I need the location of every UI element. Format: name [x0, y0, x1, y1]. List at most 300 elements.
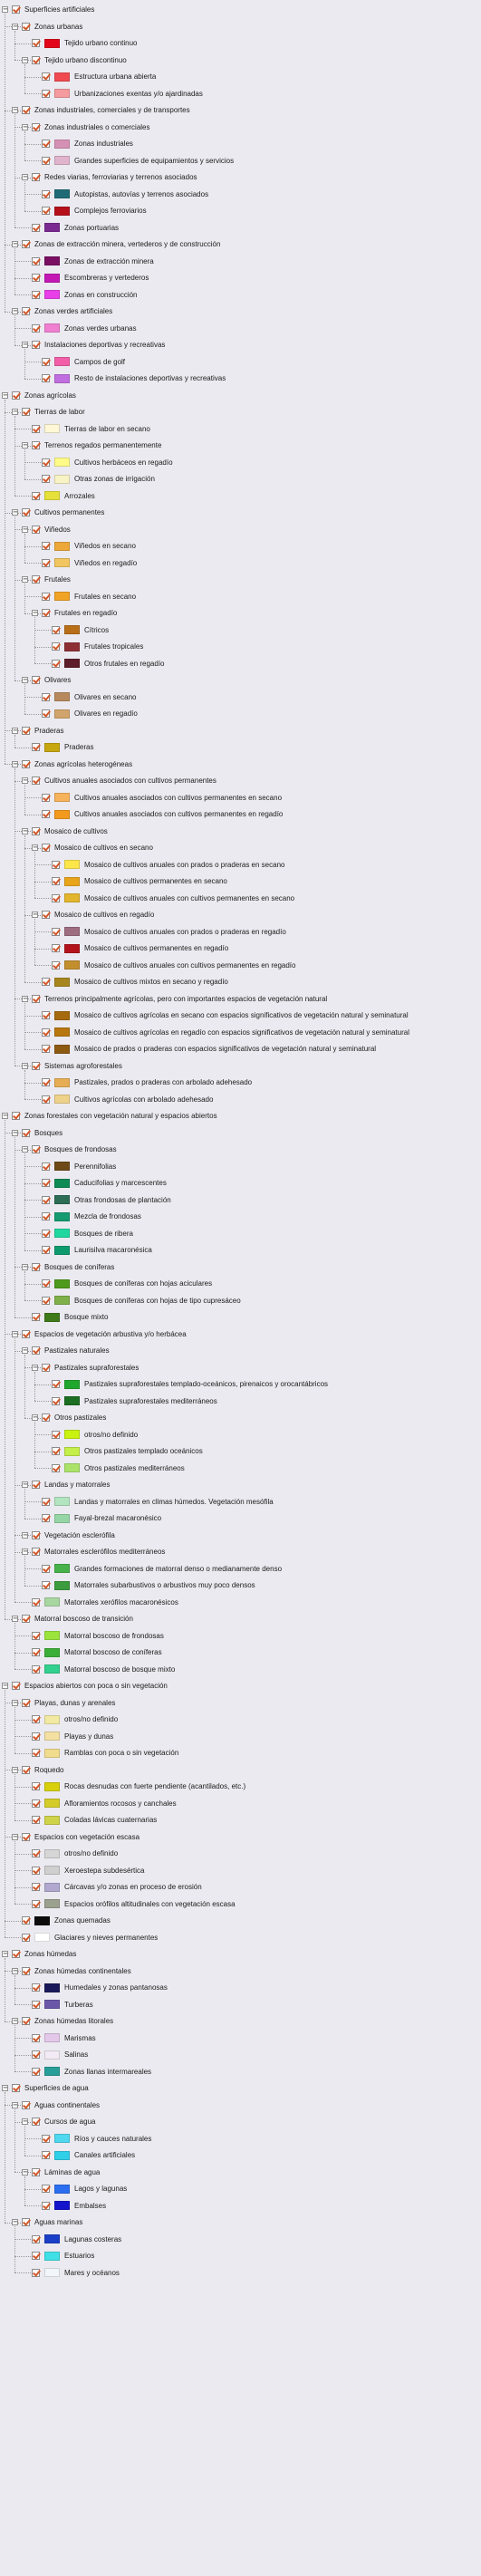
layer-visibility-checkbox[interactable]: [32, 1816, 40, 1824]
layer-visibility-checkbox[interactable]: [52, 1397, 60, 1405]
layer-visibility-checkbox[interactable]: [32, 2068, 40, 2076]
layer-visibility-checkbox[interactable]: [42, 1095, 50, 1104]
layer-visibility-checkbox[interactable]: [22, 508, 30, 516]
collapse-toggle-icon[interactable]: −: [23, 341, 28, 348]
layer-visibility-checkbox[interactable]: [52, 928, 60, 936]
legend-label: Otras zonas de irrigación: [74, 475, 155, 483]
layer-visibility-checkbox[interactable]: [12, 1682, 20, 1690]
legend-color-swatch: [44, 2268, 60, 2277]
legend-item-row[interactable]: [0, 538, 481, 554]
tree-connector: [24, 131, 25, 161]
tree-connector: [14, 2226, 15, 2272]
legend-color-swatch: [54, 1195, 70, 1204]
tree-connector: [24, 1271, 25, 1301]
layer-visibility-checkbox[interactable]: [32, 526, 40, 534]
layer-visibility-checkbox[interactable]: [52, 1464, 60, 1472]
legend-group-row[interactable]: [0, 522, 481, 537]
layer-visibility-checkbox[interactable]: [12, 391, 20, 400]
layer-visibility-checkbox[interactable]: [32, 224, 40, 232]
tree-connector: [24, 1183, 41, 1184]
legend-label: Campos de golf: [74, 357, 126, 366]
layer-visibility-checkbox[interactable]: [32, 492, 40, 500]
collapse-toggle-icon[interactable]: −: [23, 1145, 28, 1153]
layer-visibility-checkbox[interactable]: [12, 2084, 20, 2092]
legend-group-row[interactable]: [0, 572, 481, 587]
layer-visibility-checkbox[interactable]: [42, 1297, 50, 1305]
legend-color-swatch: [54, 592, 70, 601]
layer-visibility-checkbox[interactable]: [32, 2050, 40, 2059]
layer-visibility-checkbox[interactable]: [32, 425, 40, 433]
layer-visibility-checkbox[interactable]: [32, 123, 40, 131]
layer-visibility-checkbox[interactable]: [42, 2185, 50, 2193]
layer-visibility-checkbox[interactable]: [22, 1934, 30, 1942]
layer-visibility-checkbox[interactable]: [32, 341, 40, 349]
legend-label: Mosaico de cultivos mixtos en secano y regadío: [74, 978, 228, 986]
legend-item-row[interactable]: [0, 1226, 481, 1241]
layer-visibility-checkbox[interactable]: [32, 1632, 40, 1640]
layer-visibility-checkbox[interactable]: [52, 861, 60, 869]
legend-label: Otros pastizales: [54, 1413, 107, 1422]
layer-visibility-checkbox[interactable]: [32, 1648, 40, 1656]
collapse-toggle-icon[interactable]: −: [33, 609, 38, 616]
layer-visibility-checkbox[interactable]: [42, 1364, 50, 1372]
collapse-toggle-icon[interactable]: −: [13, 1329, 18, 1337]
collapse-toggle-icon[interactable]: −: [33, 1363, 38, 1371]
layer-visibility-checkbox[interactable]: [52, 944, 60, 952]
layer-visibility-checkbox[interactable]: [32, 257, 40, 265]
layer-visibility-checkbox[interactable]: [32, 777, 40, 785]
legend-color-swatch: [54, 1497, 70, 1506]
collapse-toggle-icon[interactable]: −: [3, 1112, 8, 1119]
layer-visibility-checkbox[interactable]: [32, 2034, 40, 2042]
collapse-toggle-icon[interactable]: −: [23, 1481, 28, 1488]
layer-visibility-checkbox[interactable]: [42, 72, 50, 81]
layer-visibility-checkbox[interactable]: [42, 1045, 50, 1053]
layer-visibility-checkbox[interactable]: [32, 743, 40, 751]
layer-visibility-checkbox[interactable]: [22, 1766, 30, 1774]
collapse-toggle-icon[interactable]: −: [13, 1966, 18, 1974]
layer-visibility-checkbox[interactable]: [52, 626, 60, 634]
legend-item-row[interactable]: [0, 1276, 481, 1291]
legend-item-row[interactable]: [0, 2181, 481, 2196]
legend-label: Laurisilva macaronésica: [74, 1246, 152, 1254]
collapse-toggle-icon[interactable]: −: [3, 1682, 8, 1689]
legend-color-swatch: [54, 1229, 70, 1238]
layer-visibility-checkbox[interactable]: [32, 1900, 40, 1908]
legend-item-row[interactable]: [0, 153, 481, 169]
legend-label: Ramblas con poca o sin vegetación: [64, 1749, 179, 1757]
layer-visibility-checkbox[interactable]: [42, 1565, 50, 1573]
layer-visibility-checkbox[interactable]: [32, 2001, 40, 2009]
collapse-toggle-icon[interactable]: −: [13, 1615, 18, 1622]
layer-visibility-checkbox[interactable]: [42, 2202, 50, 2210]
layer-visibility-checkbox[interactable]: [22, 2218, 30, 2226]
collapse-toggle-icon[interactable]: −: [13, 2100, 18, 2108]
layer-visibility-checkbox[interactable]: [42, 844, 50, 852]
legend-label: Matorrales subarbustivos o arbustivos muy poco densos: [74, 1581, 255, 1589]
collapse-toggle-icon[interactable]: −: [13, 2017, 18, 2024]
collapse-toggle-icon[interactable]: −: [23, 1548, 28, 1555]
layer-visibility-checkbox[interactable]: [32, 2252, 40, 2260]
layer-visibility-checkbox[interactable]: [32, 2118, 40, 2126]
layer-visibility-checkbox[interactable]: [42, 911, 50, 919]
collapse-toggle-icon[interactable]: −: [13, 307, 18, 314]
legend-label: Caducifolias y marcescentes: [74, 1179, 167, 1187]
layer-visibility-checkbox[interactable]: [22, 23, 30, 31]
layer-visibility-checkbox[interactable]: [42, 1011, 50, 1019]
legend-color-swatch: [54, 374, 70, 383]
collapse-toggle-icon[interactable]: −: [23, 55, 28, 63]
layer-visibility-checkbox[interactable]: [42, 475, 50, 483]
layer-visibility-checkbox[interactable]: [32, 274, 40, 282]
layer-visibility-checkbox[interactable]: [32, 676, 40, 684]
tree-connector: [34, 919, 35, 965]
collapse-toggle-icon[interactable]: −: [33, 844, 38, 851]
collapse-toggle-icon[interactable]: −: [13, 508, 18, 516]
layer-visibility-checkbox[interactable]: [42, 693, 50, 701]
layer-visibility-checkbox[interactable]: [32, 2269, 40, 2277]
legend-item-row[interactable]: [0, 86, 481, 101]
collapse-toggle-icon[interactable]: −: [23, 994, 28, 1002]
legend-item-row[interactable]: [0, 2147, 481, 2163]
layer-visibility-checkbox[interactable]: [22, 760, 30, 768]
tree-connector: [14, 516, 15, 680]
legend-group-row[interactable]: [0, 1762, 481, 1778]
layer-visibility-checkbox[interactable]: [32, 1531, 40, 1539]
tree-connector: [24, 1489, 25, 1519]
legend-color-swatch: [44, 274, 60, 283]
legend-group-row[interactable]: [0, 723, 481, 738]
layer-visibility-checkbox[interactable]: [32, 1062, 40, 1070]
legend-item-row[interactable]: [0, 706, 481, 721]
layer-visibility-checkbox[interactable]: [42, 358, 50, 366]
layer-visibility-checkbox[interactable]: [22, 1699, 30, 1707]
layer-visibility-checkbox[interactable]: [22, 2017, 30, 2025]
tree-connector: [34, 864, 51, 865]
legend-item-row[interactable]: [0, 471, 481, 487]
tree-connector: [24, 1083, 41, 1084]
layer-visibility-checkbox[interactable]: [42, 1196, 50, 1204]
layer-visibility-checkbox[interactable]: [42, 2151, 50, 2159]
legend-label: Zonas urbanas: [34, 22, 83, 31]
layer-visibility-checkbox[interactable]: [32, 1548, 40, 1556]
layer-visibility-checkbox[interactable]: [52, 642, 60, 651]
layer-visibility-checkbox[interactable]: [42, 1279, 50, 1288]
collapse-toggle-icon[interactable]: −: [13, 1698, 18, 1706]
collapse-toggle-icon[interactable]: −: [23, 525, 28, 533]
collapse-toggle-icon[interactable]: −: [13, 1765, 18, 1773]
layer-visibility-checkbox[interactable]: [42, 1230, 50, 1238]
legend-item-row[interactable]: [0, 187, 481, 202]
layer-visibility-checkbox[interactable]: [42, 609, 50, 617]
legend-label: Zonas portuarias: [64, 223, 120, 232]
legend-item-row[interactable]: [0, 974, 481, 989]
tree-connector: [14, 31, 15, 61]
layer-visibility-checkbox[interactable]: [32, 1481, 40, 1489]
layer-visibility-checkbox[interactable]: [52, 877, 60, 885]
layer-visibility-checkbox[interactable]: [42, 1163, 50, 1171]
collapse-toggle-icon[interactable]: −: [13, 408, 18, 415]
tree-connector: [14, 1653, 31, 1654]
layer-visibility-checkbox[interactable]: [12, 1112, 20, 1120]
legend-color-swatch: [54, 1514, 70, 1523]
legend-label: Frutales en secano: [74, 592, 137, 601]
tree-connector: [14, 1841, 15, 1905]
layer-visibility-checkbox[interactable]: [52, 1380, 60, 1388]
tree-connector: [24, 1519, 41, 1520]
legend-label: Complejos ferroviarios: [74, 207, 147, 215]
layer-visibility-checkbox[interactable]: [22, 1833, 30, 1841]
tree-connector: [24, 2189, 41, 2190]
collapse-toggle-icon[interactable]: −: [23, 575, 28, 583]
legend-color-swatch: [54, 2201, 70, 2210]
collapse-toggle-icon[interactable]: −: [13, 106, 18, 113]
tree-connector: [14, 278, 31, 279]
legend-label: otros/no definido: [84, 1430, 139, 1439]
collapse-toggle-icon[interactable]: −: [13, 759, 18, 767]
layer-visibility-checkbox[interactable]: [42, 140, 50, 148]
collapse-toggle-icon[interactable]: −: [3, 1950, 8, 1957]
legend-label: Cultivos anuales asociados con cultivos permanentes en regadío: [74, 810, 284, 818]
layer-visibility-checkbox[interactable]: [42, 810, 50, 818]
layer-visibility-checkbox[interactable]: [42, 374, 50, 382]
tree-connector: [14, 735, 15, 748]
legend-item-row[interactable]: [0, 589, 481, 604]
legend-item-row[interactable]: [0, 455, 481, 470]
layer-visibility-checkbox[interactable]: [32, 1782, 40, 1790]
layer-visibility-checkbox[interactable]: [42, 90, 50, 98]
collapse-toggle-icon[interactable]: −: [23, 2118, 28, 2125]
collapse-toggle-icon[interactable]: −: [13, 240, 18, 247]
collapse-toggle-icon[interactable]: −: [23, 1262, 28, 1270]
legend-item-row[interactable]: [0, 2198, 481, 2214]
collapse-toggle-icon[interactable]: −: [23, 1346, 28, 1354]
tree-connector: [24, 349, 25, 379]
layer-visibility-checkbox[interactable]: [42, 190, 50, 198]
legend-item-row[interactable]: [0, 1175, 481, 1191]
legend-color-swatch: [54, 89, 70, 98]
layer-visibility-checkbox[interactable]: [32, 441, 40, 449]
tree-connector: [24, 714, 41, 715]
tree-connector: [14, 2256, 31, 2257]
layer-visibility-checkbox[interactable]: [42, 458, 50, 467]
layer-visibility-checkbox[interactable]: [22, 1916, 30, 1925]
legend-item-row[interactable]: [0, 1192, 481, 1208]
legend-item-row[interactable]: [0, 203, 481, 218]
legend-item-row[interactable]: [0, 354, 481, 370]
legend-label: Láminas de agua: [44, 2167, 101, 2176]
layer-visibility-checkbox[interactable]: [42, 1581, 50, 1589]
layer-visibility-checkbox[interactable]: [42, 1498, 50, 1506]
layer-visibility-checkbox[interactable]: [42, 157, 50, 165]
legend-item-row[interactable]: [0, 371, 481, 386]
legend-color-swatch: [54, 558, 70, 567]
layer-visibility-checkbox[interactable]: [32, 1867, 40, 1875]
layer-visibility-checkbox[interactable]: [52, 660, 60, 668]
layer-visibility-checkbox[interactable]: [32, 324, 40, 333]
collapse-toggle-icon[interactable]: −: [23, 441, 28, 449]
legend-label: Cítricos: [84, 625, 110, 634]
collapse-toggle-icon[interactable]: −: [3, 2084, 8, 2091]
tree-connector: [24, 211, 41, 212]
layer-visibility-checkbox[interactable]: [42, 1413, 50, 1422]
legend-color-swatch: [64, 625, 80, 634]
legend-color-swatch: [64, 860, 80, 869]
tree-connector: [24, 697, 41, 698]
legend-color-swatch: [54, 2134, 70, 2143]
legend-item-row[interactable]: [0, 69, 481, 84]
layer-visibility-checkbox[interactable]: [42, 559, 50, 567]
layer-visibility-checkbox[interactable]: [22, 1330, 30, 1338]
tree-connector: [34, 852, 35, 898]
layer-visibility-checkbox[interactable]: [32, 2168, 40, 2176]
layer-visibility-checkbox[interactable]: [42, 1514, 50, 1522]
layer-visibility-checkbox[interactable]: [32, 1313, 40, 1321]
legend-label: Escombreras y vertederos: [64, 274, 149, 282]
collapse-toggle-icon[interactable]: −: [3, 391, 8, 399]
legend-item-row[interactable]: [0, 1510, 481, 1526]
layer-visibility-checkbox[interactable]: [22, 1129, 30, 1137]
layer-visibility-checkbox[interactable]: [32, 1799, 40, 1808]
legend-color-swatch: [64, 927, 80, 936]
layer-visibility-checkbox[interactable]: [22, 307, 30, 315]
legend-label: Playas y dunas: [64, 1732, 114, 1741]
layer-visibility-checkbox[interactable]: [42, 2135, 50, 2143]
legend-color-swatch: [44, 256, 60, 265]
legend-label: Mosaico de cultivos permanentes en regadío: [84, 944, 229, 952]
layer-visibility-checkbox[interactable]: [32, 1145, 40, 1153]
layer-visibility-checkbox[interactable]: [32, 1715, 40, 1723]
layer-visibility-checkbox[interactable]: [42, 1078, 50, 1086]
legend-color-swatch: [64, 1380, 80, 1389]
layer-visibility-checkbox[interactable]: [32, 1665, 40, 1674]
legend-group-row[interactable]: [0, 672, 481, 688]
layer-visibility-checkbox[interactable]: [22, 408, 30, 416]
tree-connector: [24, 1586, 41, 1587]
layer-visibility-checkbox[interactable]: [32, 39, 40, 47]
layer-visibility-checkbox[interactable]: [42, 1028, 50, 1037]
legend-label: Zonas verdes artificiales: [34, 307, 113, 315]
collapse-toggle-icon[interactable]: −: [23, 777, 28, 784]
legend-item-row[interactable]: [0, 555, 481, 571]
legend-label: Espacios con vegetación escasa: [34, 1832, 140, 1841]
layer-visibility-checkbox[interactable]: [22, 240, 30, 248]
layer-visibility-checkbox[interactable]: [42, 207, 50, 215]
collapse-toggle-icon[interactable]: −: [3, 5, 8, 13]
layer-visibility-checkbox[interactable]: [32, 1263, 40, 1271]
layer-visibility-checkbox[interactable]: [32, 173, 40, 181]
tree-connector: [24, 785, 25, 815]
collapse-toggle-icon[interactable]: −: [23, 2167, 28, 2176]
layer-visibility-checkbox[interactable]: [32, 1983, 40, 1992]
legend-item-row[interactable]: [0, 1209, 481, 1224]
collapse-toggle-icon[interactable]: −: [13, 726, 18, 734]
collapse-toggle-icon[interactable]: −: [23, 826, 28, 835]
layer-visibility-checkbox[interactable]: [52, 1447, 60, 1455]
legend-label: Olivares en regadío: [74, 709, 138, 718]
tree-connector: [14, 1736, 31, 1737]
collapse-toggle-icon[interactable]: −: [23, 676, 28, 683]
layer-visibility-checkbox[interactable]: [42, 593, 50, 601]
legend-group-row[interactable]: [0, 1125, 481, 1141]
legend-color-swatch: [54, 1246, 70, 1255]
tree-connector: [24, 1099, 41, 1100]
layer-visibility-checkbox[interactable]: [32, 1732, 40, 1741]
layer-visibility-checkbox[interactable]: [52, 961, 60, 970]
tree-connector: [24, 160, 41, 161]
layer-visibility-checkbox[interactable]: [42, 1246, 50, 1254]
layer-visibility-checkbox[interactable]: [42, 794, 50, 802]
layer-visibility-checkbox[interactable]: [22, 106, 30, 114]
legend-color-swatch: [54, 542, 70, 551]
layer-visibility-checkbox[interactable]: [32, 995, 40, 1003]
legend-item-row[interactable]: [0, 1242, 481, 1258]
legend-label: Mosaico de cultivos en regadío: [54, 911, 155, 919]
layer-visibility-checkbox[interactable]: [32, 827, 40, 835]
layer-visibility-checkbox[interactable]: [32, 1849, 40, 1857]
legend-item-row[interactable]: [0, 1159, 481, 1174]
legend-label: Tierras de labor: [34, 408, 85, 416]
layer-visibility-checkbox[interactable]: [22, 1615, 30, 1623]
collapse-toggle-icon[interactable]: −: [23, 1530, 28, 1539]
legend-label: Pastizales, prados o praderas con arbolado adehesado: [74, 1078, 253, 1086]
layer-visibility-checkbox[interactable]: [32, 291, 40, 299]
layer-visibility-checkbox[interactable]: [12, 1950, 20, 1958]
layer-visibility-checkbox[interactable]: [42, 709, 50, 718]
legend-color-swatch: [44, 1313, 60, 1322]
layer-visibility-checkbox[interactable]: [42, 978, 50, 986]
layer-visibility-checkbox[interactable]: [22, 1967, 30, 1975]
legend-item-row[interactable]: [0, 690, 481, 705]
collapse-toggle-icon[interactable]: −: [23, 173, 28, 180]
tree-connector: [24, 144, 41, 145]
layer-visibility-checkbox[interactable]: [22, 2101, 30, 2109]
legend-label: Instalaciones deportivas y recreativas: [44, 341, 166, 349]
legend-label: Tierras de labor en secano: [64, 424, 150, 433]
collapse-toggle-icon[interactable]: −: [23, 122, 28, 130]
legend-item-row[interactable]: [0, 2131, 481, 2147]
legend-label: Viñedos: [44, 525, 71, 534]
layer-visibility-checkbox[interactable]: [52, 1431, 60, 1439]
tree-connector: [14, 1787, 31, 1788]
layer-visibility-checkbox[interactable]: [32, 1346, 40, 1355]
collapse-toggle-icon[interactable]: −: [13, 1832, 18, 1840]
layer-visibility-checkbox[interactable]: [22, 727, 30, 735]
layer-visibility-checkbox[interactable]: [32, 1749, 40, 1757]
collapse-toggle-icon[interactable]: −: [33, 911, 38, 918]
legend-label: Zonas agrícolas: [24, 391, 76, 400]
legend-color-swatch: [54, 140, 70, 149]
layer-visibility-checkbox[interactable]: [32, 56, 40, 64]
layer-visibility-checkbox[interactable]: [32, 2235, 40, 2243]
legend-label: Matorral boscoso de transición: [34, 1615, 133, 1623]
layer-visibility-checkbox[interactable]: [32, 1883, 40, 1891]
layer-visibility-checkbox[interactable]: [52, 894, 60, 902]
legend-item-row[interactable]: [0, 136, 481, 151]
collapse-toggle-icon[interactable]: −: [23, 1061, 28, 1069]
collapse-toggle-icon[interactable]: −: [13, 1128, 18, 1136]
layer-visibility-checkbox[interactable]: [32, 1598, 40, 1606]
layer-visibility-checkbox[interactable]: [42, 542, 50, 550]
layer-visibility-checkbox[interactable]: [32, 575, 40, 584]
layer-visibility-checkbox[interactable]: [12, 5, 20, 14]
collapse-toggle-icon[interactable]: −: [13, 2218, 18, 2225]
collapse-toggle-icon[interactable]: −: [33, 1413, 38, 1421]
collapse-toggle-icon[interactable]: −: [13, 22, 18, 30]
legend-item-row[interactable]: [0, 1092, 481, 1107]
layer-visibility-checkbox[interactable]: [42, 1179, 50, 1187]
layer-visibility-checkbox[interactable]: [42, 1212, 50, 1220]
